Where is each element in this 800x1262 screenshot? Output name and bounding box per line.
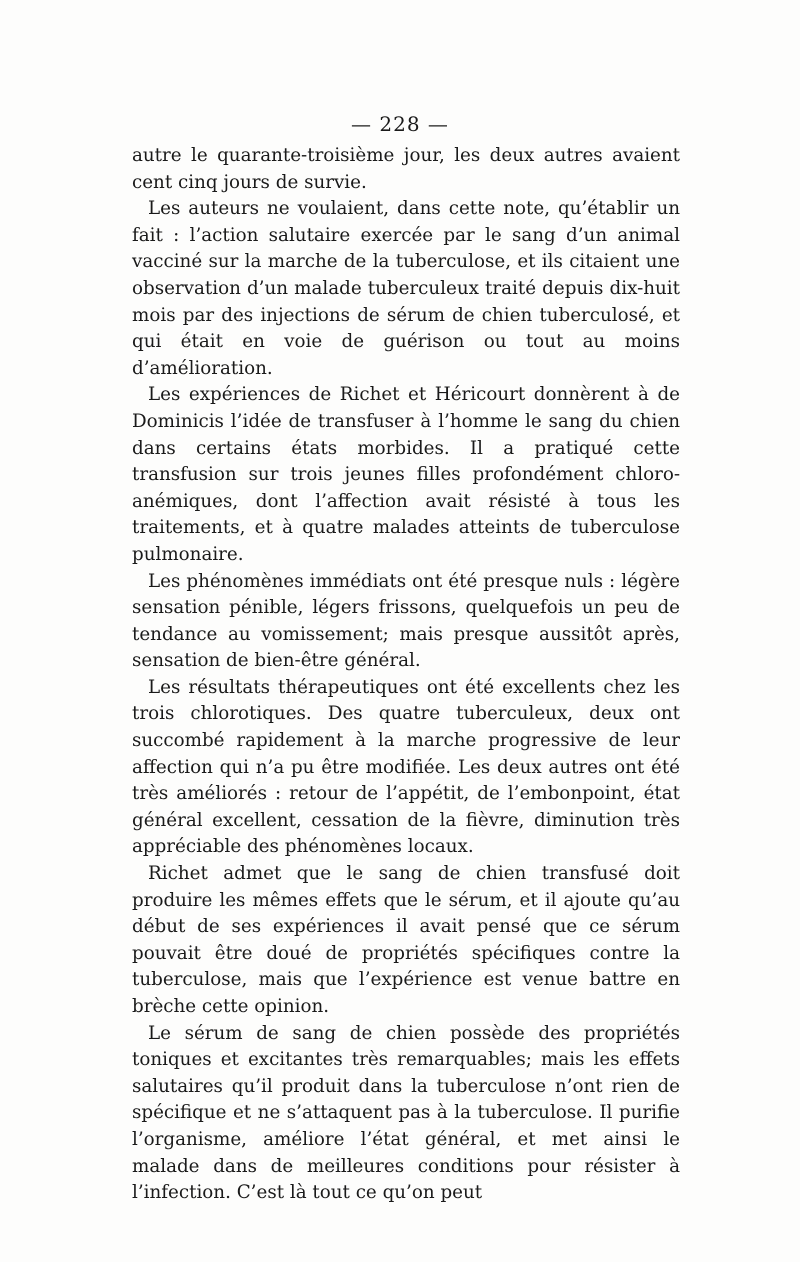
paragraph: Le sérum de sang de chien possède des propriétés toniques et excitantes très remarquables; mais les effets salutaires qu’il produit dans la tuberculose n’ont rien de spécifique et ne s’attaquent pas à la tuberculose. Il purifie l’organisme, améliore l’état général, et met ainsi le malade dans de meilleures conditions pour résister à l’infection. C’est là tout ce qu’on peut [132, 1022, 680, 1204]
body-text [132, 143, 680, 1207]
paragraph: Les auteurs ne voulaient, dans cette note, qu’établir un fait : l’action salutaire exercée par le sang d’un animal vacciné sur la marche de la tuberculose, et ils citaient une observation d’un malade tuberculeux traité depuis dix-huit mois par des injections de sérum de chien tuberculosé, et qui était en voie de guérison ou tout au moins d’amélioration. [132, 198, 680, 379]
paragraph: Les phénomènes immédiats ont été presque nuls : légère sensation pénible, légers frissons, quelquefois un peu de tendance au vomissement; mais presque aussitôt après, sensation de bien-être général. [132, 570, 680, 672]
paragraph: Les expériences de Richet et Héricourt donnèrent à de Dominicis l’idée de transfuser à l’homme le sang du chien dans certains états morbides. Il a pratiqué cette transfusion sur trois jeunes filles profondément chloro-anémiques, dont l’affection avait résisté à tous les traitements, et à quatre malades atteints de tuberculose pulmonaire. [132, 384, 680, 565]
paragraph: Richet admet que le sang de chien transfusé doit produire les mêmes effets que le sérum, et il ajoute qu’au début de ses expériences il avait pensé que ce sérum pouvait être doué de propriétés spécifiques contre la tuberculose, mais que l’expérience est venue battre en brèche cette opinion. [132, 863, 680, 1017]
paragraph: Les résultats thérapeutiques ont été excellents chez les trois chlorotiques. Des quatre tuberculeux, deux ont succombé rapidement à la marche progressive de leur affection qui n’a pu être modifiée. Les deux autres ont été très améliorés : retour de l’appétit, de l’embonpoint, état général excellent, cessation de la fièvre, diminution très appréciable des phénomènes locaux. [132, 676, 680, 858]
page-number: — 228 — [351, 112, 449, 136]
paragraph-continuation: autre le quarante-troisième jour, les deux autres avaient cent cinq jours de survie. [132, 145, 680, 193]
